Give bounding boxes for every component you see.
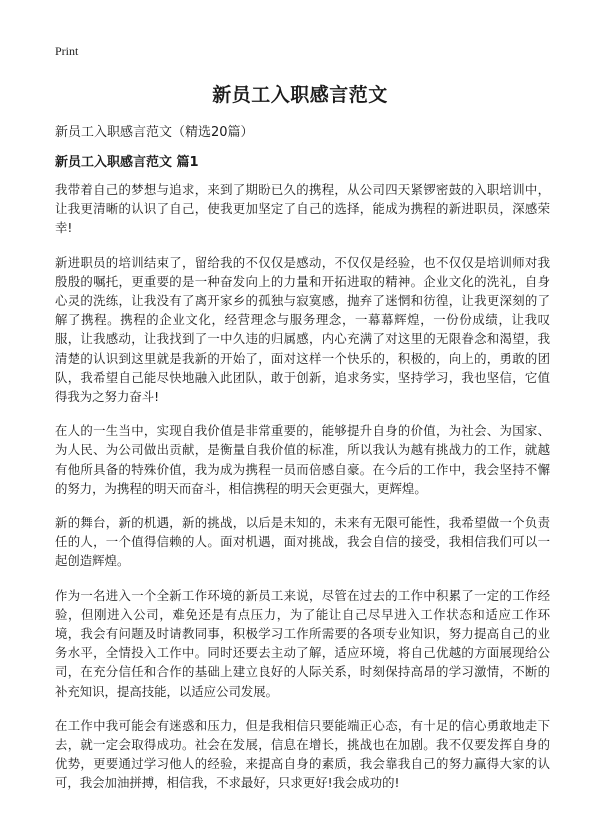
document-title: 新员工入职感言范文 — [212, 84, 388, 106]
article-body — [55, 180, 550, 808]
paragraph-4: 新的舞台，新的机遇，新的挑战，以后是未知的，未来有无限可能性，我希望做一个负责任的人，一个值得信赖的人。面对机遇，面对挑战，我会自信的接受，我相信我们可以一起创造辉煌。 — [55, 515, 550, 569]
paragraph-1: 我带着自己的梦想与追求，来到了期盼已久的携程，从公司四天紧锣密鼓的入职培训中，让我更清晰的认识了自己，使我更加坚定了自己的选择，能成为携程的新进职员，深感荣幸! — [55, 182, 550, 236]
section-heading: 新员工入职感言范文 篇1 — [55, 155, 199, 170]
document-subtitle: 新员工入职感言范文（精选20篇） — [55, 125, 254, 140]
print-link[interactable]: Print — [55, 44, 79, 58]
paragraph-3: 在人的一生当中，实现自我价值是非常重要的，能够提升自身的价值，为社会、为国家、为人民、为公司做出贡献，是衡量自我价值的标准，所以我认为越有挑战力的工作，就越有他所具备的特殊价值，我为成为携程一员而倍感自豪。在今后的工作中，我会坚持不懈的努力，为携程的明天而奋斗，相信携程的明天会更强大，更辉煌。 — [55, 423, 550, 496]
paragraph-5: 作为一名进入一个全新工作环境的新员工来说，尽管在过去的工作中积累了一定的工作经验，但刚进入公司，难免还是有点压力，为了能让自己尽早进入工作状态和适应工作环境，我会有问题及时请教同事，积极学习工作所需要的各项专业知识，努力提高自己的业务水平，全情投入工作中。同时还要去主动了解，适应环境，将自己优越的方面展现给公司，在充分信任和合作的基础上建立良好的人际关系，时刻保持高昂的学习激情，不断的补充知识，提高技能，以适应公司发展。 — [55, 587, 550, 699]
paragraph-2: 新进职员的培训结束了，留给我的不仅仅是感动，不仅仅是经验，也不仅仅是培训师对我殷殷的嘱托，更重要的是一种奋发向上的力量和开拓进取的精神。企业文化的洗礼，自身心灵的洗练，让我没有了离开家乡的孤独与寂寞感，抛弃了迷惘和彷徨，让我更深刻的了解了携程。携程的企业文化，经营理念与服务理念，一幕幕辉煌，一份份成绩，让我叹服，让我感动，让我找到了一中久违的归属感，内心充满了对这里的无限眷念和渴望，我清楚的认识到这里就是我新的开始了，面对这样一个快乐的，积极的，向上的，勇敢的团队，我希望自己能尽快地融入此团队，敢于创新，追求务实，坚持学习，我也坚信，它值得我为之努力奋斗! — [55, 254, 550, 405]
paragraph-6: 在工作中我可能会有迷惑和压力，但是我相信只要能端正心态，有十足的信心勇敢地走下去，就一定会取得成功。社会在发展，信息在增长，挑战也在加剧。我不仅要发挥自身的优势，更要通过学习他人的经验，来提高自身的素质，我会靠我自己的努力赢得大家的认可，我会加油拼搏，相信我，不求最好，只求更好!我会成功的! — [55, 717, 550, 791]
